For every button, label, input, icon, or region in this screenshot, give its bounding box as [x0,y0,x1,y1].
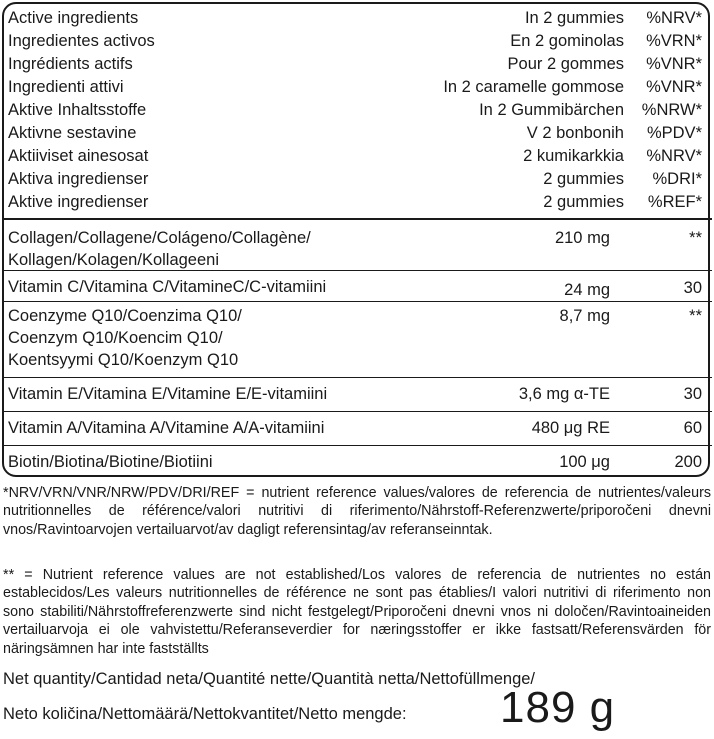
net-quantity-value: 189 g [500,683,616,732]
footnote-nrv: *NRV/VRN/VNR/NRW/PDV/DRI/REF = nutrient reference values/valores de referencia de nutrientes/valeurs nutritionnelles de référence/valori nutritivi di riferimento/Nährstoff-Referenzwerte/priporočeni dnevni vnos/Ravintoarvojen vertailuarvot/av dagligt referensintag/av referanseinntak. [3,485,711,538]
header-pct: %NRV* [646,147,702,165]
row-divider [2,377,712,378]
header-label: Aktiiviset ainesosat [8,147,149,165]
header-row [8,76,702,99]
header-row [8,99,702,122]
row-divider [2,301,712,302]
nutrient-name: Vitamin E/Vitamina E/Vitamine E/E-vitamiini [8,385,328,403]
header-pct: %VNR* [646,78,702,96]
header-divider [2,218,712,220]
nutrient-amount: 8,7 mg [559,307,610,325]
header-label: Ingrédients actifs [8,55,133,73]
header-amount: Pour 2 gommes [507,55,624,73]
nutrient-pct: ** [689,229,702,247]
header-amount: 2 gummies [543,193,624,211]
nutrient-pct: 30 [683,279,702,297]
header-amount: In 2 gummies [524,9,624,27]
header-pct: %DRI* [652,170,702,188]
header-row [8,53,702,76]
nutrient-amount: 3,6 mg α-TE [518,385,610,403]
header-label: Aktive ingredienser [8,193,149,211]
header-pct: %REF* [647,193,702,211]
header-amount: In 2 caramelle gommose [443,78,624,96]
header-pct: %NRV* [646,9,702,27]
net-quantity-label-2: Neto količina/Nettomäärä/Nettokvantitet/Netto mengde: [3,705,407,723]
header-row [8,30,702,53]
header-label: Aktiva ingredienser [8,170,149,188]
header-pct: %VRN* [646,32,702,50]
row-divider [2,411,712,412]
header-label: Aktivne sestavine [8,124,137,142]
row-divider [2,270,712,271]
header-label: Aktive Inhaltsstoffe [8,101,147,119]
footnote-not-established: ** = Nutrient reference values are not established/Los valores de referencia de nutrientes no están establecidos/Les valeurs nutritionnelles de référence ne sont pas établies/I valori nutritivi di riferimento non sono stabiliti/Nährstoffreferenzwerte sind nicht festgelegt/Priporočeni dnevni vnos ni določen/Ravintoaineiden vertailuarvoja ei ole vahvistettu/Referanseverdier for næringsstoffer er ikke fastsatt/Referensvärden för näringsämnen har inte fastställts [3,567,711,657]
header-amount: V 2 bonbonih [526,124,624,142]
nutrient-name: Coenzyme Q10/Coenzima Q10/ Coenzym Q10/Koencim Q10/ Koentsyymi Q10/Koenzym Q10 [8,307,242,369]
header-row [8,145,702,168]
header-pct: %NRW* [641,101,702,119]
nutrient-pct: 200 [674,453,702,471]
header-label: Active ingredients [8,9,139,27]
header-amount: In 2 Gummibärchen [479,101,624,119]
header-label: Ingredienti attivi [8,78,124,96]
header-label: Ingredientes activos [8,32,155,50]
nutrient-name: Vitamin C/Vitamina C/VitamineC/C-vitamiini [8,278,327,296]
nutrient-amount: 210 mg [554,229,610,247]
nutrient-name: Collagen/Collagene/Colágeno/Collagène/ Kollagen/Kolagen/Kollageeni [8,229,311,269]
header-row [8,191,702,214]
nutrient-name: Vitamin A/Vitamina A/Vitamine A/A-vitamiini [8,419,325,437]
header-amount: En 2 gominolas [510,32,624,50]
nutrient-pct: 60 [683,419,702,437]
header-amount: 2 gummies [543,170,624,188]
row-divider [2,445,712,446]
nutrient-amount: 480 μg RE [531,419,610,437]
header-row [8,122,702,145]
header-pct: %PDV* [646,124,702,142]
net-quantity-label: Net quantity/Cantidad neta/Quantité nette/Quantità netta/Nettofüllmenge/ [3,670,536,688]
header-row [8,168,702,191]
header-row [8,7,702,30]
header-amount: 2 kumikarkkia [523,147,624,165]
nutrient-amount: 24 mg [564,281,610,299]
nutrient-name: Biotin/Biotina/Biotine/Biotiini [8,453,213,471]
header-pct: %VNR* [646,55,702,73]
nutrient-pct: ** [689,307,702,325]
nutrient-amount: 100 μg [559,453,610,471]
nutrient-pct: 30 [683,385,702,403]
